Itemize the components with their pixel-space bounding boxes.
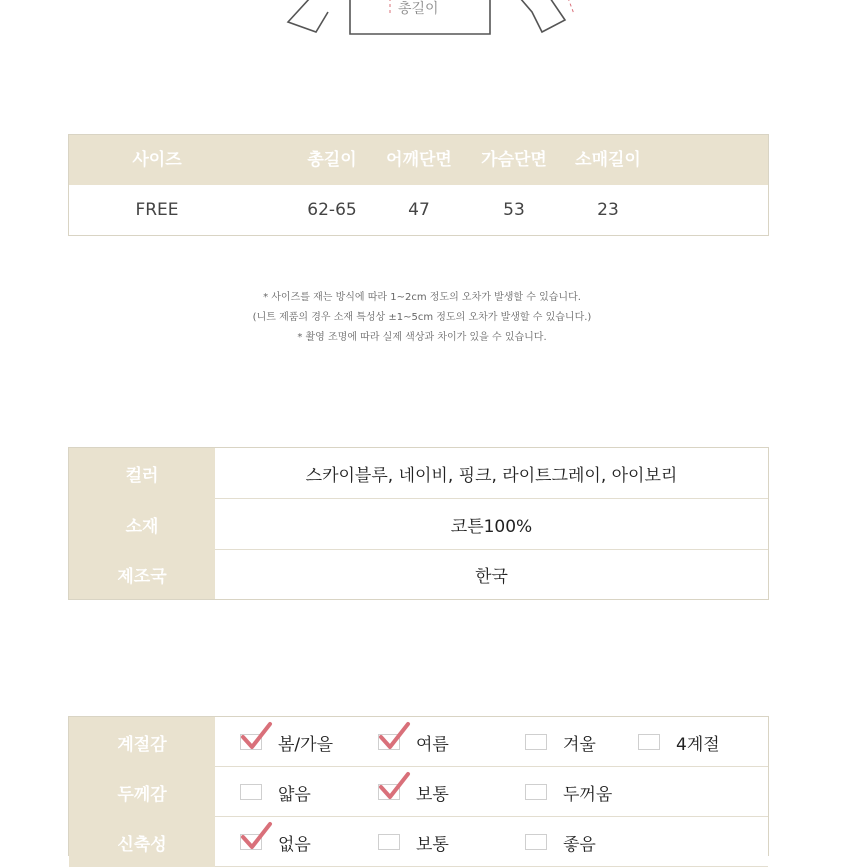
info-row-material <box>69 499 768 550</box>
feel-row-stretch <box>69 817 768 867</box>
info-row-origin <box>69 550 768 599</box>
feel-options <box>215 717 768 767</box>
size-notes <box>0 288 844 348</box>
option-summer <box>378 717 449 767</box>
cell-sleeve: 23 <box>597 200 619 220</box>
option-label: 겨울 <box>563 734 596 755</box>
note-line: * 사이즈를 재는 방식에 따라 1~2cm 정도의 오차가 발생할 수 있습니다. <box>263 292 581 303</box>
feel-label: 신축성 <box>69 817 215 867</box>
option-label: 없음 <box>278 834 311 855</box>
option-label: 봄/가을 <box>278 734 333 755</box>
checkbox <box>378 784 400 800</box>
checkbox <box>240 734 262 750</box>
checkmark-icon <box>239 721 273 751</box>
cell-total-length: 62-65 <box>307 200 357 220</box>
header-shoulder: 어깨단면 <box>386 150 452 170</box>
feel-row-thickness <box>69 767 768 817</box>
fabric-feel-table <box>68 716 769 856</box>
checkbox <box>525 784 547 800</box>
checkbox <box>378 834 400 850</box>
info-value: 한국 <box>475 567 508 587</box>
checkbox <box>378 734 400 750</box>
option-label: 보통 <box>416 784 449 805</box>
cell-size: FREE <box>135 200 179 220</box>
checkbox <box>525 734 547 750</box>
checkmark-icon <box>239 821 273 851</box>
feel-options <box>215 817 768 867</box>
feel-label: 계절감 <box>69 717 215 767</box>
option-all-season <box>638 717 720 767</box>
note-line: (니트 제품의 경우 소재 특성상 ±1~5cm 정도의 오차가 발생할 수 있습니다.) <box>252 312 592 323</box>
info-label: 소재 <box>69 499 215 550</box>
option-normal <box>378 817 449 867</box>
feel-label: 두께감 <box>69 767 215 817</box>
feel-row-season <box>69 717 768 767</box>
checkmark-icon <box>377 771 411 801</box>
option-good <box>525 817 596 867</box>
garment-length-label: 총길이 <box>398 1 439 17</box>
option-label: 두꺼움 <box>563 784 613 805</box>
option-label: 얇음 <box>278 784 311 805</box>
option-label: 4계절 <box>676 734 720 755</box>
option-thick <box>525 767 612 817</box>
option-label: 좋음 <box>563 834 596 855</box>
option-normal <box>378 767 449 817</box>
checkbox <box>240 784 262 800</box>
cell-chest: 53 <box>503 200 525 220</box>
info-value: 스카이블루, 네이비, 핑크, 라이트그레이, 아이보리 <box>215 448 768 499</box>
header-sleeve: 소매길이 <box>575 150 641 170</box>
info-label: 제조국 <box>69 550 215 599</box>
option-label: 여름 <box>416 734 449 755</box>
option-none <box>240 817 311 867</box>
checkmark-icon <box>377 721 411 751</box>
cell-shoulder: 47 <box>408 200 430 220</box>
table-row <box>69 185 768 235</box>
note-line: * 촬영 조명에 따라 실제 색상과 차이가 있을 수 있습니다. <box>297 332 547 343</box>
option-thin <box>240 767 311 817</box>
size-table <box>68 134 769 236</box>
option-label: 보통 <box>416 834 449 855</box>
option-spring-fall <box>240 717 333 767</box>
header-chest: 가슴단면 <box>481 150 547 170</box>
size-table-header <box>69 135 768 185</box>
checkbox <box>525 834 547 850</box>
feel-options <box>215 767 768 817</box>
header-size: 사이즈 <box>132 150 182 170</box>
info-row-color <box>69 448 768 499</box>
product-info-table <box>68 447 769 600</box>
header-total-length: 총길이 <box>307 150 357 170</box>
checkbox <box>638 734 660 750</box>
option-winter <box>525 717 596 767</box>
info-value: 코튼100% <box>215 499 768 550</box>
checkbox <box>240 834 262 850</box>
info-label: 컬러 <box>69 448 215 499</box>
